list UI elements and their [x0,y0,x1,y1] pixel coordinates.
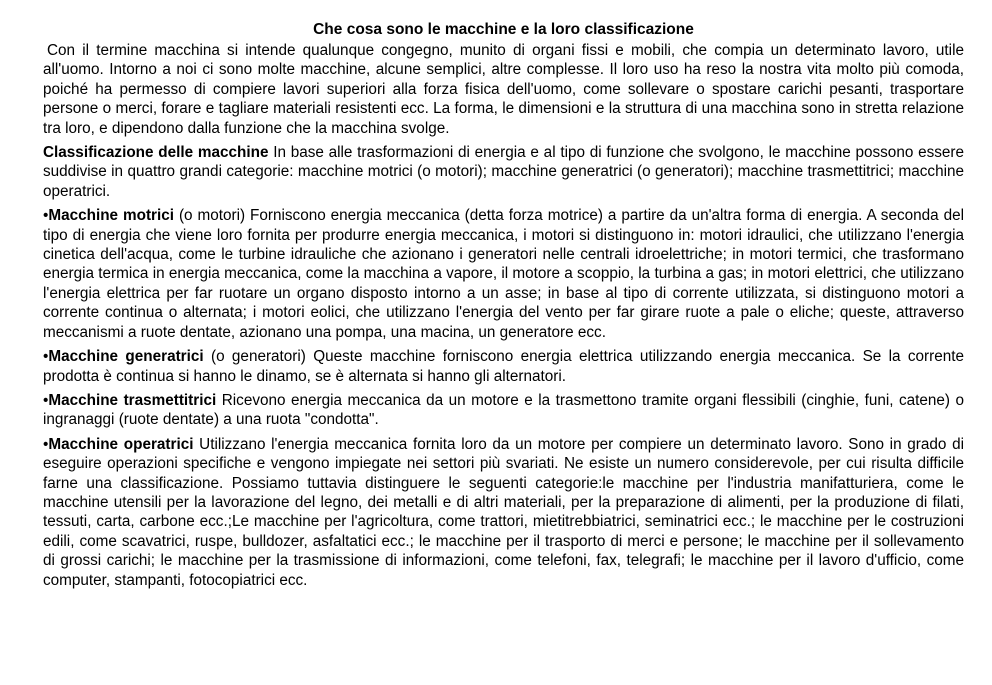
bullet: • [43,348,49,366]
document-title: Che cosa sono le macchine e la loro classificazione [313,21,694,38]
section-trasmettitrici [43,391,964,430]
section-heading-trasmettitrici: Macchine trasmettitrici [48,391,217,409]
section-operatrici [43,435,964,590]
section-text-trasmettitrici: Ricevono energia meccanica da un motore e la trasmettono tramite organi flessibili (cinghie, funi, catene) o ingranaggi (ruote dentate) a una ruota "condotta". [43,391,965,429]
bullet: • [43,391,49,409]
section-generatrici [43,347,964,386]
classification-paragraph [43,143,964,201]
section-text-generatrici: (o generatori) Queste macchine forniscono energia elettrica utilizzando energia meccanica. Se la corrente prodotta è continua si hanno le dinamo, se è alternata si hanno gli alternatori. [43,348,965,385]
intro-paragraph: Con il termine macchina si intende qualunque congegno, munito di organi fissi e mobili, che compia un determinato lavoro, utile all'uomo. Intorno a noi ci sono molte macchine, alcune semplici, altre complesse. Il loro uso ha reso la nostra vita molto più comoda, poiché ha permesso di compiere lavori superiori alla forza fisica dell'uomo, come sollevare o spostare carichi pesanti, trasportare persone o merci, forare e tagliare materiali resistenti ecc. La forma, le dimensioni e la struttura di una macchina sono in stretta relazione tra loro, e dipendono dalla funzione che la macchina svolge. [43,42,964,137]
section-text-operatrici: Utilizzano l'energia meccanica fornita loro da un motore per compiere un determinato lavoro. Sono in grado di eseguire operazioni specifiche e vengono impiegate nei settori più svariati. Ne esiste un numero considerevole, per cui risulta difficile farne una classificazione. Possiamo tuttavia distinguere le seguenti categorie:le macchine per l'industria manifatturiera, come le macchine utensili per la lavorazione del legno, dei metalli e di altri materiali, per la preparazione di alimenti, per la produzione di filati, tessuti, carta, carbone ecc.;Le macchine per l'agricoltura, come trattori, mietitrebbiatrici, seminatrici ecc.; le macchine per le costruzioni edili, come scavatrici, ruspe, bulldozer, asfaltatici ecc.; le macchine per il trasporto di merci e persone; le macchine per il sollevamento di grossi carichi; le macchine per la trasmissione di informazioni, come telefoni, fax, telegrafi; le macchine per il lavoro d'ufficio, come computer, stampanti, fotocopiatrici ecc. [43,435,964,589]
bullet: • [43,435,49,453]
section-text-motrici: (o motori) Forniscono energia meccanica (detta forza motrice) a partire da un'altra forma di energia. A seconda del tipo di energia che viene loro fornita per produrre energia meccanica, i motori si distinguono in: motori idraulici, che utilizzano l'energia cinetica dell'acqua, come le turbine idrauliche che azionano i generatori nelle centrali idroelettriche; in motori termici, che trasformano energia termica in energia meccanica, come la macchina a vapore, il motore a scoppio, la turbina a gas; in motori elettrici, che utilizzano l'energia elettrica per far ruotare un organo disposto intorno a un asse; in base al tipo di corrente utilizzata, si distinguono motori a corrente continua o alternata; i motori eolici, che utilizzano l'energia del vento per far girare ruote a pale o eliche; queste, attraverso meccanismi a ruote dentate, azionano una pompa, una macina, un generatore ecc. [43,207,964,341]
section-heading-motrici: Macchine motrici [48,207,175,225]
section-motrici [43,206,964,342]
classification-heading: Classificazione delle macchine [43,144,269,162]
classification-text: In base alle trasformazioni di energia e al tipo di funzione che svolgono, le macchine possono essere suddivise in quattro grandi categorie: macchine motrici (o motori); macchine generatrici (o generatori); macchine trasmettitrici; macchine operatrici. [43,144,964,200]
section-heading-operatrici: Macchine operatrici [48,435,194,453]
section-heading-generatrici: Macchine generatrici [48,348,204,366]
bullet: • [43,207,49,225]
